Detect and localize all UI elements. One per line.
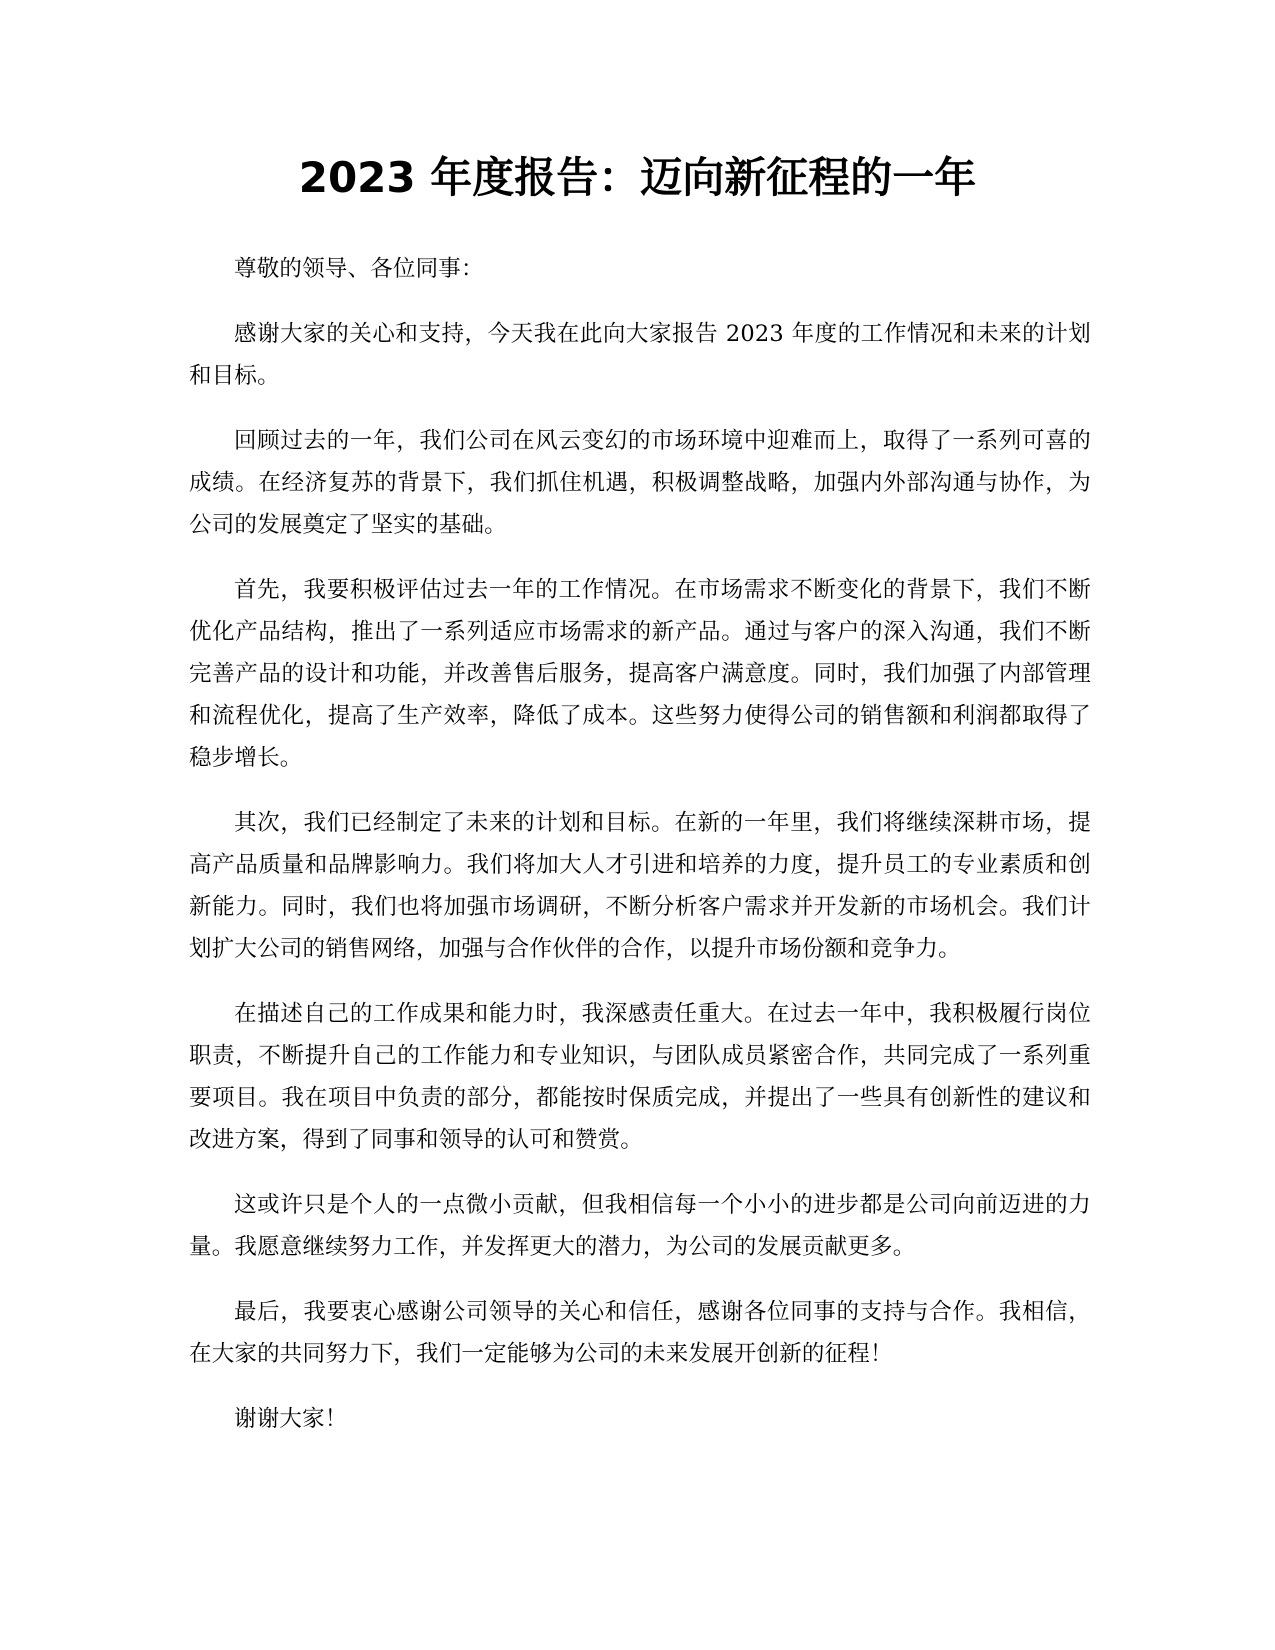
paragraph-intro: 感谢大家的关心和支持，今天我在此向大家报告 2023 年度的工作情况和未来的计划和目标。 <box>189 321 1091 389</box>
salutation: 尊敬的领导、各位同事： <box>234 256 484 282</box>
document-body <box>189 248 1091 1463</box>
paragraph-evaluation: 首先，我要积极评估过去一年的工作情况。在市场需求不断变化的背景下，我们不断优化产品结构，推出了一系列适应市场需求的新产品。通过与客户的深入沟通，我们不断完善产品的设计和功能，并改善售后服务，提高客户满意度。同时，我们加强了内部管理和流程优化，提高了生产效率，降低了成本。这些努力使得公司的销售额和利润都取得了稳步增长。 <box>189 577 1091 771</box>
paragraph-contribution: 这或许只是个人的一点微小贡献，但我相信每一个小小的进步都是公司向前迈进的力量。我愿意继续努力工作，并发挥更大的潜力，为公司的发展贡献更多。 <box>189 1192 1091 1260</box>
paragraph-thanks: 最后，我要衷心感谢公司领导的关心和信任，感谢各位同事的支持与合作。我相信，在大家的共同努力下，我们一定能够为公司的未来发展开创新的征程！ <box>189 1299 1091 1367</box>
paragraph-personal-work: 在描述自己的工作成果和能力时，我深感责任重大。在过去一年中，我积极履行岗位职责，不断提升自己的工作能力和专业知识，与团队成员紧密合作，共同完成了一系列重要项目。我在项目中负责的部分，都能按时保质完成，并提出了一些具有创新性的建议和改进方案，得到了同事和领导的认可和赞赏。 <box>189 1001 1091 1153</box>
paragraph-plans: 其次，我们已经制定了未来的计划和目标。在新的一年里，我们将继续深耕市场，提高产品质量和品牌影响力。我们将加大人才引进和培养的力度，提升员工的专业素质和创新能力。同时，我们也将加强市场调研，不断分析客户需求并开发新的市场机会。我们计划扩大公司的销售网络，加强与合作伙伴的合作，以提升市场份额和竞争力。 <box>189 810 1091 962</box>
closing: 谢谢大家！ <box>234 1406 348 1432</box>
document-title: 2023 年度报告：迈向新征程的一年 <box>298 153 977 202</box>
paragraph-review: 回顾过去的一年，我们公司在风云变幻的市场环境中迎难而上，取得了一系列可喜的成绩。在经济复苏的背景下，我们抓住机遇，积极调整战略，加强内外部沟通与协作，为公司的发展奠定了坚实的基础。 <box>189 428 1091 538</box>
